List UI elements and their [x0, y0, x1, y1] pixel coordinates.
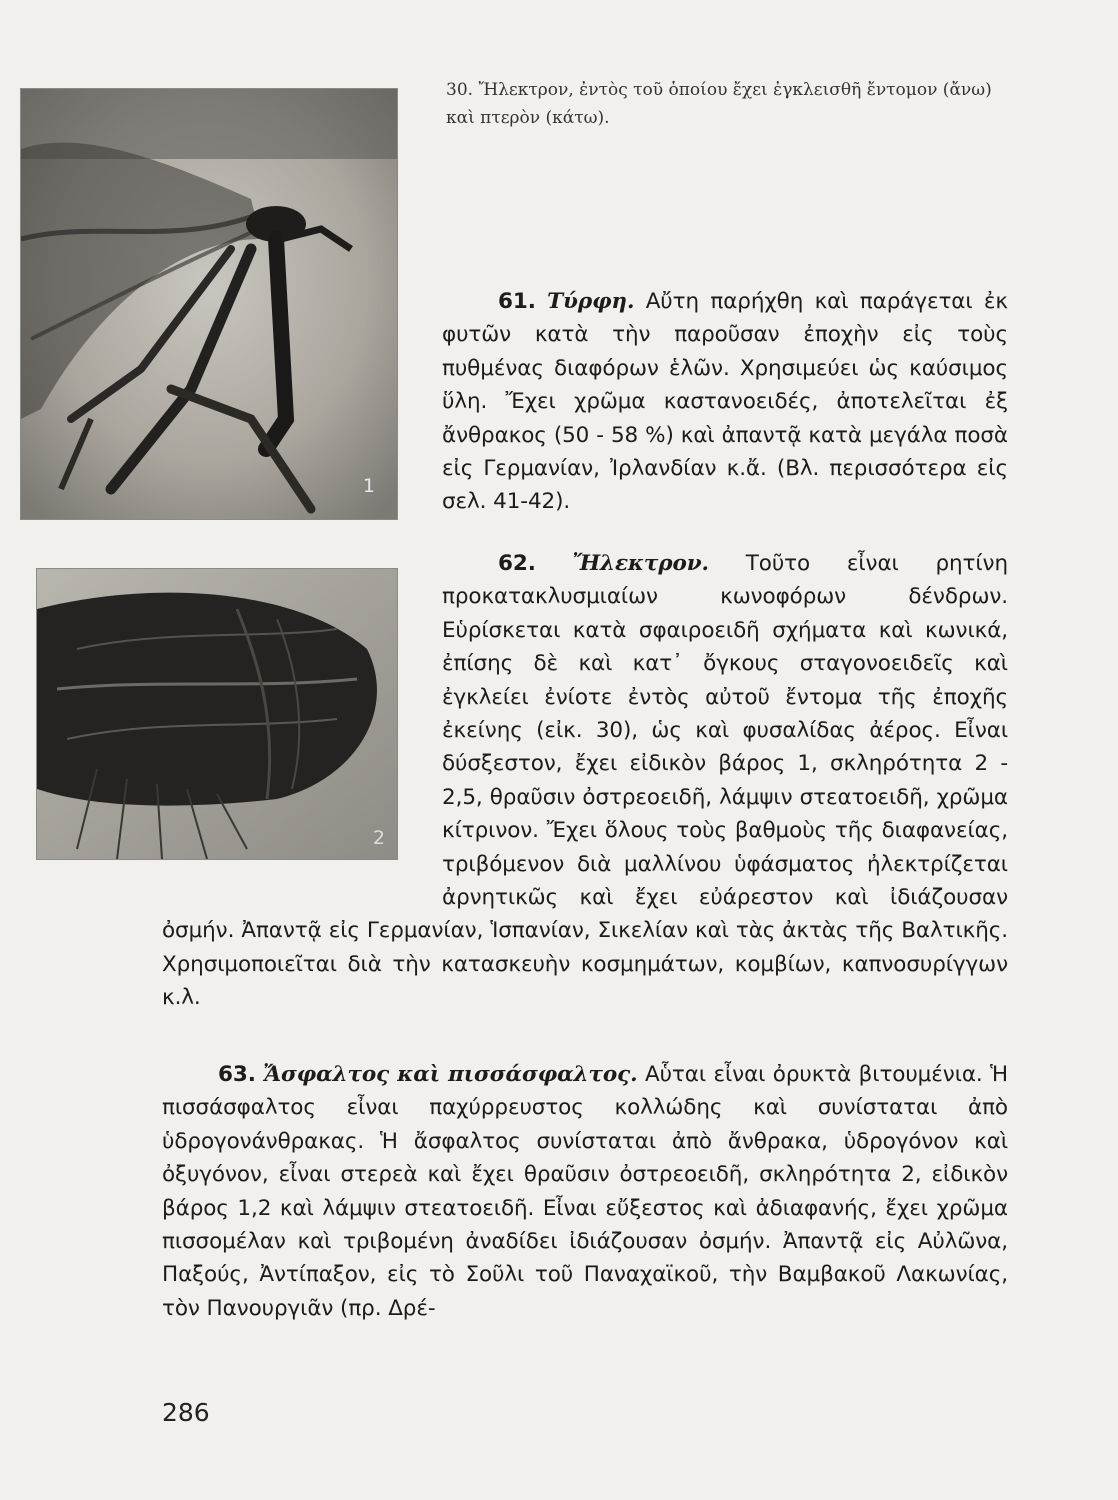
- panel-2-label: 2: [372, 827, 385, 849]
- amber-insect-image: [21, 89, 397, 519]
- entry-63-number: 63.: [218, 1062, 256, 1087]
- figure-caption: 30. Ἤλεκτρον, ἐντὸς τοῦ ὁποίου ἔχει ἐγκλεισθῆ ἔντομον (ἄνω) καὶ πτερὸν (κάτω).: [446, 80, 992, 128]
- entry-62-text: Τοῦτο εἶναι ρητίνη προκατακλυσμιαίων κωνοφόρων δένδρων. Εὑρίσκεται κατὰ σφαιροειδῆ σχήματα καὶ κωνικά, ἐπίσης δὲ καὶ κατ᾽ ὄγκους σταγονοειδεῖς καὶ ἐγκλείει ἐνίοτε ἐντὸς αὐτοῦ ἔντομα τῆς ἐποχῆς ἐκείνης (εἰκ. 30), ὡς καὶ φυσαλίδας ἀέρος. Εἶναι δύσξεστον, ἔχει εἰδικὸν βάρος 1, σκληρότητα 2 - 2,5, θραῦσιν ὀστρεοειδῆ, λάμψιν στεατοειδῆ, χρῶμα κίτρινον. Ἔχει ὅλους τοὺς βαθμοὺς τῆς διαφανείας, τριβόμενον διὰ μαλλίνου ὑφάσματος ἠλεκτρίζεται ἀρνητικῶς καὶ ἔχει εὐάρεστον καὶ ἰδιάζουσαν ὀσμήν. Ἀπαντᾷ εἰς Γερμανίαν, Ἱσπανίαν, Σικελίαν καὶ τὰς ἀκτὰς τῆς Βαλτικῆς. Χρησιμοποιεῖται διὰ τὴν κατασκευὴν κοσμημάτων, κομβίων, καπνοσυρίγγων κ.λ.: [162, 551, 1008, 1011]
- entry-61-text: Αὔτη παρήχθη καὶ παράγεται ἐκ φυτῶν κατὰ τὴν παροῦσαν ἐποχὴν εἰς τοὺς πυθμένας διαφόρων ἑλῶν. Χρησιμεύει ὡς καύσιμος ὕλη. Ἔχει χρῶμα καστανοειδές, ἀποτελεῖται ἐξ ἄνθρακος (50 - 58 %) καὶ ἀπαντᾷ κατὰ μεγάλα ποσὰ εἰς Γερμανίαν, Ἰρλανδίαν κ.ἄ. (Βλ. περισσότερα εἰς σελ. 41-42).: [442, 289, 1009, 515]
- entry-61-title: Τύρφη.: [547, 289, 635, 314]
- entry-63-text: Αὗται εἶναι ὀρυκτὰ βιτουμένια. Ἡ πισσάσφαλτος εἶναι παχύρρευστος κολλώδης καὶ συνίσταται ἀπὸ ὑδρογονάνθρακας. Ἡ ἄσφαλτος συνίσταται ἀπὸ ἄνθρακα, ὑδρογόνον καὶ ὀξυγόνον, εἶναι στερεὰ καὶ ἔχει θραῦσιν ὀστρεοειδῆ, σκληρότητα 2, εἰδικὸν βάρος 1,2 καὶ λάμψιν στεατοειδῆ. Εἶναι εὔξεστος καὶ ἀδιαφανής, ἔχει χρῶμα πισσομέλαν καὶ τριβομένη ἀναδίδει ἰδιάζουσαν ὀσμήν. Ἀπαντᾷ εἰς Αὐλῶνα, Παξούς, Ἀντίπαξον, εἰς τὸ Σοῦλι τοῦ Παναχαϊκοῦ, τὴν Βαμβακοῦ Λακωνίας, τὸν Πανουργιᾶν (πρ. Δρέ-: [162, 1062, 1008, 1321]
- panel-1-label: 1: [362, 475, 375, 497]
- entry-63-paragraph: [162, 1058, 1008, 1325]
- entry-61-paragraph: [442, 285, 1008, 519]
- amber-insect-photo: [20, 88, 398, 520]
- entry-62-number: 62.: [498, 551, 536, 576]
- entry-61-number: 61.: [498, 289, 536, 314]
- entry-62-title: Ἤλεκτρον.: [572, 551, 709, 576]
- page-number: 286: [162, 1398, 210, 1427]
- entry-63-title: Ἄσφαλτος καὶ πισσάσφαλτος.: [263, 1062, 638, 1087]
- entry-62-paragraph: [162, 547, 1008, 1015]
